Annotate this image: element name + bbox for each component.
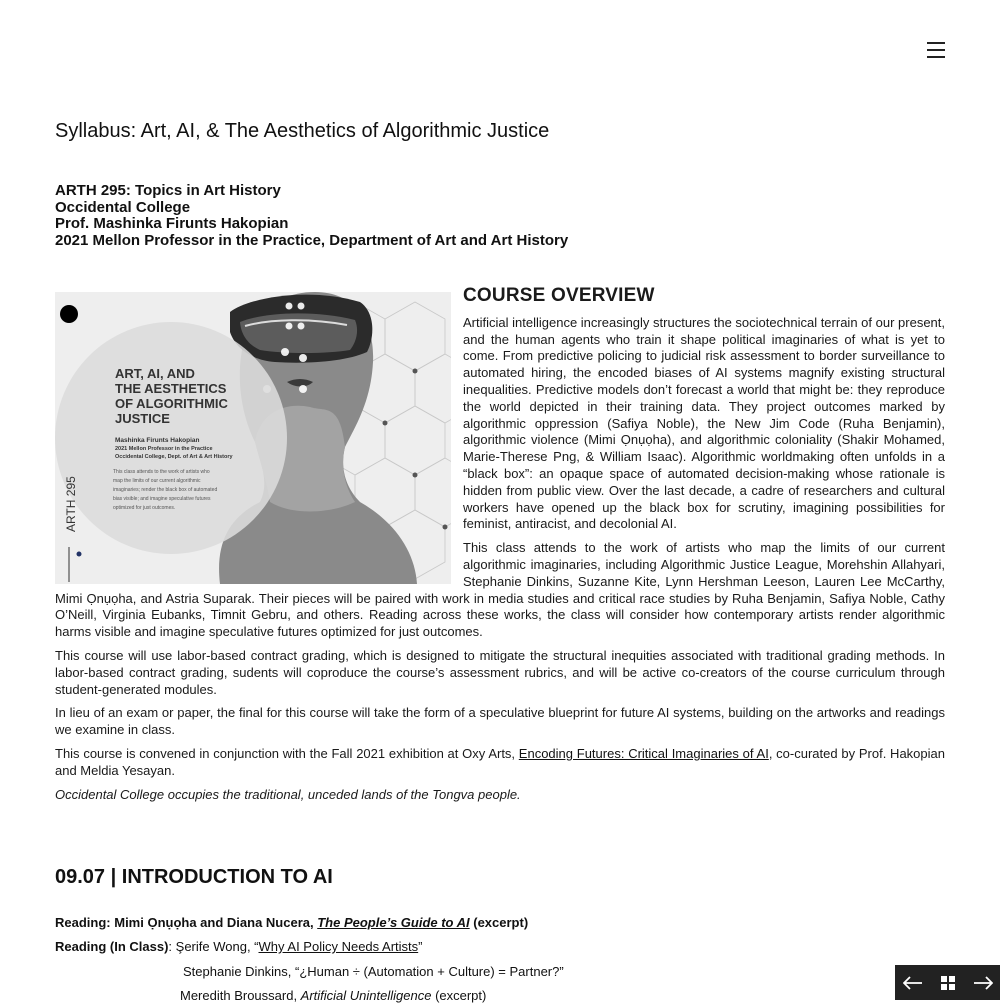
broussard-suffix: (excerpt) [431,988,487,1003]
cover-title-line-2: THE AESTHETICS [115,381,227,396]
cover-author: Mashinka Firunts Hakopian [115,437,200,444]
arrow-left-icon[interactable] [895,965,930,1000]
course-overview-section [55,285,945,810]
grid-svg [941,976,955,990]
college-name: Occidental College [55,198,191,216]
week-heading-intro-ai: 09.07 | INTRODUCTION TO AI [55,866,333,888]
in-class-author: : Şerife Wong, “ [168,939,259,954]
in-class-label: Reading (In Class) [55,939,169,954]
overview-paragraph-3: This course will use labor-based contract grading, which is designed to mitigate the structural inequities associated with traditional grading methods. In labor-based contract grading, sudents will coproduce the course’s assessment rubrics, and will be active co-creators of the course curriculum through student-generated modules. [55,647,945,697]
overview-paragraph-1: Artificial intelligence increasingly structures the sociotechnical terrain of our present, and the human agents who train it shape political imaginaries of what is yet to come. From predictive policing to judicial risk assessment to border surveillance to automated hiring, the encoded biases of AI systems magnify existing structural inequalities. Predictive models don’t forecast a world that might be: they reproduce the world depicted in their training data. They project outcomes marked by algorithmic oppression (Safiya Noble), the New Jim Code (Ruha Benjamin), algorithmic violence (Mimi Ọnụọha), and algorithmic coloniality (Shakir Mohamed, Marie-Therese Png, & William Isaac). Algorithmic worldmaking often unfolds in a “black box”: an opaque space of automated decision-making whose rationale is hidden from public view. Over the last decade, a cadre of researchers and cultural workers have opened up the black box for scrutiny, imagining possibilities for feminist, antiracist, and decolonial AI. [463,314,945,532]
reading-authors: : Mimi Ọnụọha and Diana Nucera, [106,915,318,930]
menu-bar-bottom [927,56,945,58]
cover-blurb-line-3: imaginaries; render the black box of automated [113,487,218,493]
cover-title-line-4: JUSTICE [115,411,170,426]
course-cover-image [55,292,451,584]
page-navigation-bar [895,965,1000,1000]
cover-blurb-line-2: map the limits of our current algorithmic [113,478,201,484]
arrow-left-svg [903,976,923,990]
reading-label: Reading [55,915,107,930]
in-class-reading-3 [180,988,486,1003]
overview-paragraph-2: This class attends to the work of artists who map the limits of our current algorithmic imaginaries, including Algorithmic Justice League, Morehshin Allahyari, Stephanie Dinkins, Suzanne Kite, Lynn Hershman Leeson, Lauren Lee McCarthy, Mimi Ọnụọha, and Astria Suparak. Their pieces will be paired with work in media studies and critical race studies by Ruha Benjamin, Safiya Noble, Cathy O’Neill, Virginia Eubanks, Timnit Gebru, and others. Reading across these works, the class will consider how contemporary artists render algorithmic harms visible and imagine speculative futures optimized for just outcomes. [55,540,945,640]
menu-bar-middle [927,49,945,51]
course-code: ARTH 295: Topics in Art History [55,182,281,199]
arrow-right-svg [973,976,993,990]
course-info [55,183,568,249]
cover-illustration [55,292,451,584]
hamburger-menu-icon[interactable] [924,38,948,62]
cover-blurb-line-1: This class attends to the work of artists who [113,469,210,475]
cover-blurb-line-5: optimized for just outcomes. [113,505,176,511]
arrow-right-icon[interactable] [965,965,1000,1000]
reading-line [55,915,528,930]
page-title: Syllabus: Art, AI, & The Aesthetics of Algorithmic Justice [55,120,550,142]
cover-title-line-3: OF ALGORITHMIC [115,396,228,411]
land-acknowledgement: Occidental College occupies the traditional, unceded lands of the Tongva people. [55,786,521,802]
ai-policy-artists-link[interactable]: Why AI Policy Needs Artists [258,939,419,954]
in-class-quote-end: ” [418,939,423,954]
p5-text-after: , co-curated by Prof. Hakopian and Meldia Yesayan. [55,745,945,778]
in-class-reading-line [55,939,423,954]
professor-role: 2021 Mellon Professor in the Practice, Department of Art and Art History [55,231,569,249]
grid-icon[interactable] [930,965,965,1000]
overview-paragraph-4: In lieu of an exam or paper, the final for this course will take the form of a speculative blueprint for future AI systems, building on the artworks and readings we examine in class. [55,705,945,738]
section-heading-course-overview: COURSE OVERVIEW [463,285,655,306]
p5-text-before: This course is convened in conjunction with the Fall 2021 exhibition at Oxy Arts, [55,745,519,761]
cover-department: Occidental College, Dept. of Art & Art History [115,454,233,460]
broussard-author: Meredith Broussard, [180,988,301,1003]
in-class-reading-2: Stephanie Dinkins, “¿Human ÷ (Automation + Culture) = Partner?” [183,964,564,979]
professor-name: Prof. Mashinka Firunts Hakopian [55,215,289,232]
peoples-guide-link[interactable]: The People’s Guide to AI [317,915,470,930]
overview-paragraph-5 [55,746,945,780]
cover-side-label: ARTH 295 [64,476,78,532]
exhibition-link[interactable]: Encoding Futures: Critical Imaginaries of AI [518,745,769,761]
cover-blurb-line-4: bias visible; and imagine speculative futures [113,496,211,502]
cover-title-line-1: ART, AI, AND [115,366,195,381]
artificial-unintelligence-title: Artificial Unintelligence [300,988,432,1003]
menu-bar-top [927,42,945,44]
reading-suffix: (excerpt) [469,915,529,930]
cover-author-role: 2021 Mellon Professor in the Practice [115,446,213,452]
